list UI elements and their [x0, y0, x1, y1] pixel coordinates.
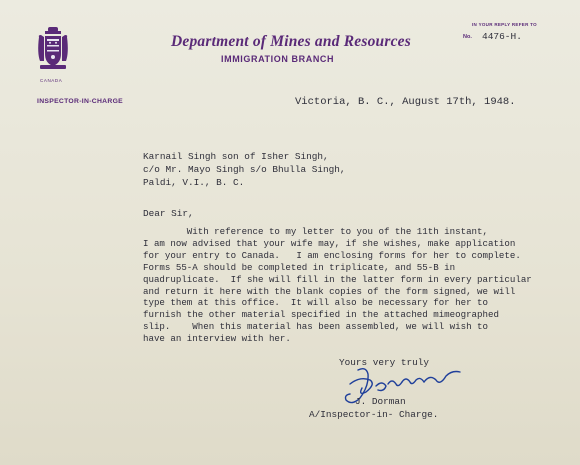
signer-name: J. Dorman — [355, 396, 406, 407]
body-line: furnish the other material specified in the attached mimeographed — [143, 309, 499, 321]
body-line: quadruplicate. If she will fill in the latter form in every particular — [143, 273, 532, 285]
file-number-label: No. — [463, 34, 472, 40]
branch-title: IMMIGRATION BRANCH — [221, 54, 335, 64]
reply-reference-label: IN YOUR REPLY REFER TO — [472, 22, 537, 27]
body-line: With reference to my letter to you of the 11th instant, — [143, 226, 488, 237]
recipient-address — [143, 150, 346, 190]
body-line: type them at this office. It will also be necessary for her to — [143, 297, 488, 309]
body-line: I am now advised that your wife may, if she wishes, make application — [143, 237, 516, 249]
body-line: slip. When this material has been assembled, we will wish to — [143, 321, 488, 333]
coat-of-arms-icon — [36, 27, 70, 73]
address-line: Paldi, V.I., B. C. — [143, 177, 245, 189]
body-line: and return it here with the blank copies of the form signed, we will — [143, 285, 516, 297]
file-number: 4476-H. — [482, 31, 522, 42]
signer-title: A/Inspector-in- Charge. — [309, 409, 439, 420]
address-line: c/o Mr. Mayo Singh s/o Bhulla Singh, — [143, 164, 346, 176]
address-line: Karnail Singh son of Isher Singh, — [143, 151, 329, 162]
body-line: for your entry to Canada. I am enclosing forms for her to complete. — [143, 249, 521, 261]
letter-body — [143, 226, 532, 345]
dateline: Victoria, B. C., August 17th, 1948. — [295, 96, 516, 108]
body-line: Forms 55-A should be completed in triplicate, and 55-B in — [143, 261, 456, 273]
closing: Yours very truly — [339, 357, 430, 368]
country-label: CANADA — [40, 78, 63, 83]
office-label: INSPECTOR-IN-CHARGE — [37, 98, 124, 105]
salutation: Dear Sir, — [143, 208, 194, 219]
body-line: have an interview with her. — [143, 333, 291, 345]
department-title: Department of Mines and Resources — [171, 33, 411, 50]
